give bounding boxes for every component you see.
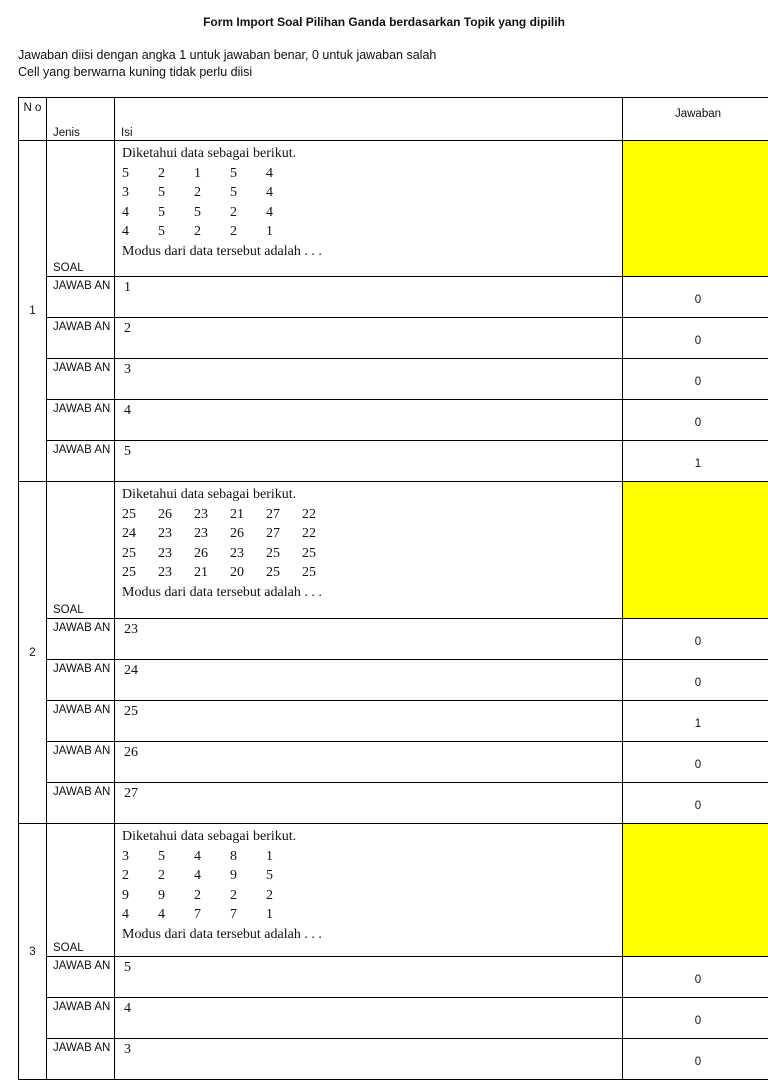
jenis-jawaban-label: JAWAB AN <box>47 277 115 318</box>
jawaban-value-cell[interactable]: 0 <box>623 742 768 783</box>
question-text: Modus dari data tersebut adalah . . . <box>122 583 622 603</box>
header-isi: Isi <box>115 98 623 141</box>
answer-option-text: 5 <box>124 960 131 975</box>
answer-option-cell[interactable] <box>115 998 623 1039</box>
data-value: 1 <box>266 847 302 867</box>
data-value: 2 <box>266 886 302 906</box>
answer-option-cell[interactable] <box>115 441 623 482</box>
data-value: 4 <box>122 222 158 242</box>
data-value: 25 <box>302 544 338 564</box>
answer-option-text: 26 <box>124 745 138 760</box>
data-value: 5 <box>122 164 158 184</box>
form-title: Form Import Soal Pilihan Ganda berdasarkan Topik yang dipilih <box>0 15 768 29</box>
data-value: 2 <box>194 183 230 203</box>
data-value: 25 <box>266 563 302 583</box>
data-value: 7 <box>194 905 230 925</box>
data-value: 3 <box>122 183 158 203</box>
answer-row <box>19 783 768 824</box>
answer-option-cell[interactable] <box>115 359 623 400</box>
answer-option-cell[interactable] <box>115 619 623 660</box>
data-value: 26 <box>194 544 230 564</box>
answer-option-text: 4 <box>124 1001 131 1016</box>
answer-row <box>19 1039 768 1080</box>
data-value: 5 <box>158 183 194 203</box>
answer-row <box>19 998 768 1039</box>
answer-row <box>19 660 768 701</box>
answer-option-text: 4 <box>124 403 131 418</box>
instruction-note: Jawaban diisi dengan angka 1 untuk jawaban benar, 0 untuk jawaban salah <box>18 48 436 62</box>
data-row <box>122 222 622 242</box>
question-text: Modus dari data tersebut adalah . . . <box>122 242 622 262</box>
answer-row <box>19 277 768 318</box>
jenis-jawaban-label: JAWAB AN <box>47 318 115 359</box>
data-value: 9 <box>122 886 158 906</box>
answer-option-cell[interactable] <box>115 957 623 998</box>
answer-option-text: 27 <box>124 786 138 801</box>
data-value: 1 <box>266 905 302 925</box>
jawaban-value-cell[interactable]: 0 <box>623 1039 768 1080</box>
data-value: 4 <box>194 866 230 886</box>
data-value: 4 <box>266 183 302 203</box>
data-value: 23 <box>158 544 194 564</box>
question-intro: Diketahui data sebagai berikut. <box>122 144 622 164</box>
jawaban-value-cell[interactable]: 0 <box>623 660 768 701</box>
answer-option-text: 3 <box>124 1042 131 1057</box>
answer-row <box>19 619 768 660</box>
jawaban-cell-disabled <box>623 482 768 619</box>
jawaban-value-cell[interactable]: 0 <box>623 957 768 998</box>
data-value: 23 <box>194 505 230 525</box>
jawaban-value-cell[interactable]: 0 <box>623 783 768 824</box>
jenis-jawaban-label: JAWAB AN <box>47 1039 115 1080</box>
question-row <box>19 482 768 619</box>
answer-row <box>19 957 768 998</box>
data-value: 9 <box>158 886 194 906</box>
data-value: 5 <box>158 847 194 867</box>
answer-option-cell[interactable] <box>115 742 623 783</box>
data-value: 23 <box>158 563 194 583</box>
data-value: 4 <box>266 203 302 223</box>
data-row <box>122 563 622 583</box>
jawaban-value-cell[interactable]: 0 <box>623 359 768 400</box>
jenis-jawaban-label: JAWAB AN <box>47 619 115 660</box>
data-value: 5 <box>266 866 302 886</box>
jenis-jawaban-label: JAWAB AN <box>47 660 115 701</box>
question-content-cell[interactable] <box>115 141 623 277</box>
data-value: 26 <box>230 524 266 544</box>
data-value: 2 <box>158 164 194 184</box>
data-row <box>122 203 622 223</box>
answer-row <box>19 318 768 359</box>
jenis-jawaban-label: JAWAB AN <box>47 742 115 783</box>
question-content <box>115 824 622 944</box>
data-row <box>122 905 622 925</box>
data-value: 2 <box>194 886 230 906</box>
question-content-cell[interactable] <box>115 482 623 619</box>
answer-row <box>19 441 768 482</box>
jenis-jawaban-label: JAWAB AN <box>47 359 115 400</box>
jawaban-value-cell[interactable]: 0 <box>623 619 768 660</box>
jenis-jawaban-label: JAWAB AN <box>47 783 115 824</box>
answer-option-cell[interactable] <box>115 318 623 359</box>
jenis-jawaban-label: JAWAB AN <box>47 998 115 1039</box>
header-jenis: Jenis <box>47 98 115 141</box>
data-value: 5 <box>158 203 194 223</box>
data-row <box>122 183 622 203</box>
data-row <box>122 544 622 564</box>
question-row <box>19 141 768 277</box>
jawaban-cell-disabled <box>623 824 768 957</box>
data-row <box>122 524 622 544</box>
data-value: 24 <box>122 524 158 544</box>
data-value: 25 <box>122 505 158 525</box>
data-value: 2 <box>158 866 194 886</box>
answer-option-text: 5 <box>124 444 131 459</box>
header-no: N o <box>19 98 47 141</box>
header-jawaban: Jawaban <box>623 98 768 141</box>
data-value: 23 <box>230 544 266 564</box>
data-value: 2 <box>230 222 266 242</box>
jenis-jawaban-label: JAWAB AN <box>47 701 115 742</box>
jenis-jawaban-label: JAWAB AN <box>47 957 115 998</box>
jawaban-value-cell[interactable]: 0 <box>623 998 768 1039</box>
data-row <box>122 164 622 184</box>
answer-option-text: 25 <box>124 704 138 719</box>
data-value: 25 <box>122 563 158 583</box>
answer-option-text: 2 <box>124 321 131 336</box>
data-value: 20 <box>230 563 266 583</box>
data-value: 26 <box>158 505 194 525</box>
answer-option-cell[interactable] <box>115 660 623 701</box>
data-row <box>122 886 622 906</box>
jawaban-cell-disabled <box>623 141 768 277</box>
answer-row <box>19 400 768 441</box>
question-intro: Diketahui data sebagai berikut. <box>122 485 622 505</box>
jenis-jawaban-label: JAWAB AN <box>47 441 115 482</box>
data-row <box>122 847 622 867</box>
jenis-soal-label: SOAL <box>47 824 115 957</box>
table-header-row <box>19 98 768 141</box>
instruction-note: Cell yang berwarna kuning tidak perlu diisi <box>18 65 252 79</box>
jawaban-value-cell[interactable]: 1 <box>623 441 768 482</box>
data-value: 5 <box>194 203 230 223</box>
data-value: 4 <box>266 164 302 184</box>
data-value: 22 <box>302 505 338 525</box>
data-value: 4 <box>158 905 194 925</box>
answer-row <box>19 701 768 742</box>
data-value: 2 <box>230 886 266 906</box>
data-value: 1 <box>194 164 230 184</box>
data-value: 9 <box>230 866 266 886</box>
jenis-soal-label: SOAL <box>47 482 115 619</box>
question-row <box>19 824 768 957</box>
answer-option-text: 23 <box>124 622 138 637</box>
data-value: 23 <box>158 524 194 544</box>
data-row <box>122 505 622 525</box>
data-value: 25 <box>266 544 302 564</box>
question-content <box>115 141 622 261</box>
answer-option-text: 1 <box>124 280 131 295</box>
data-value: 21 <box>194 563 230 583</box>
question-text: Modus dari data tersebut adalah . . . <box>122 925 622 945</box>
question-table <box>18 97 768 1080</box>
data-value: 22 <box>302 524 338 544</box>
data-value: 4 <box>194 847 230 867</box>
data-value: 2 <box>122 866 158 886</box>
data-value: 4 <box>122 203 158 223</box>
data-value: 27 <box>266 505 302 525</box>
jenis-soal-label: SOAL <box>47 141 115 277</box>
data-value: 7 <box>230 905 266 925</box>
data-value: 25 <box>302 563 338 583</box>
answer-option-text: 24 <box>124 663 138 678</box>
data-value: 2 <box>230 203 266 223</box>
data-value: 2 <box>194 222 230 242</box>
answer-row <box>19 742 768 783</box>
jenis-jawaban-label: JAWAB AN <box>47 400 115 441</box>
data-value: 5 <box>230 164 266 184</box>
jawaban-value-cell[interactable]: 0 <box>623 277 768 318</box>
answer-row <box>19 359 768 400</box>
question-content <box>115 482 622 602</box>
answer-option-text: 3 <box>124 362 131 377</box>
question-number: 1 <box>19 141 47 482</box>
data-value: 3 <box>122 847 158 867</box>
data-value: 5 <box>230 183 266 203</box>
data-value: 21 <box>230 505 266 525</box>
data-row <box>122 866 622 886</box>
jawaban-value-cell[interactable]: 0 <box>623 318 768 359</box>
data-value: 27 <box>266 524 302 544</box>
answer-option-cell[interactable] <box>115 277 623 318</box>
jawaban-value-cell[interactable]: 0 <box>623 400 768 441</box>
jawaban-value-cell[interactable]: 1 <box>623 701 768 742</box>
answer-option-cell[interactable] <box>115 783 623 824</box>
answer-option-cell[interactable] <box>115 1039 623 1080</box>
answer-option-cell[interactable] <box>115 400 623 441</box>
answer-option-cell[interactable] <box>115 701 623 742</box>
data-value: 5 <box>158 222 194 242</box>
question-number: 3 <box>19 824 47 1080</box>
data-value: 1 <box>266 222 302 242</box>
question-number: 2 <box>19 482 47 824</box>
data-value: 8 <box>230 847 266 867</box>
question-content-cell[interactable] <box>115 824 623 957</box>
data-value: 4 <box>122 905 158 925</box>
data-value: 25 <box>122 544 158 564</box>
question-intro: Diketahui data sebagai berikut. <box>122 827 622 847</box>
data-value: 23 <box>194 524 230 544</box>
